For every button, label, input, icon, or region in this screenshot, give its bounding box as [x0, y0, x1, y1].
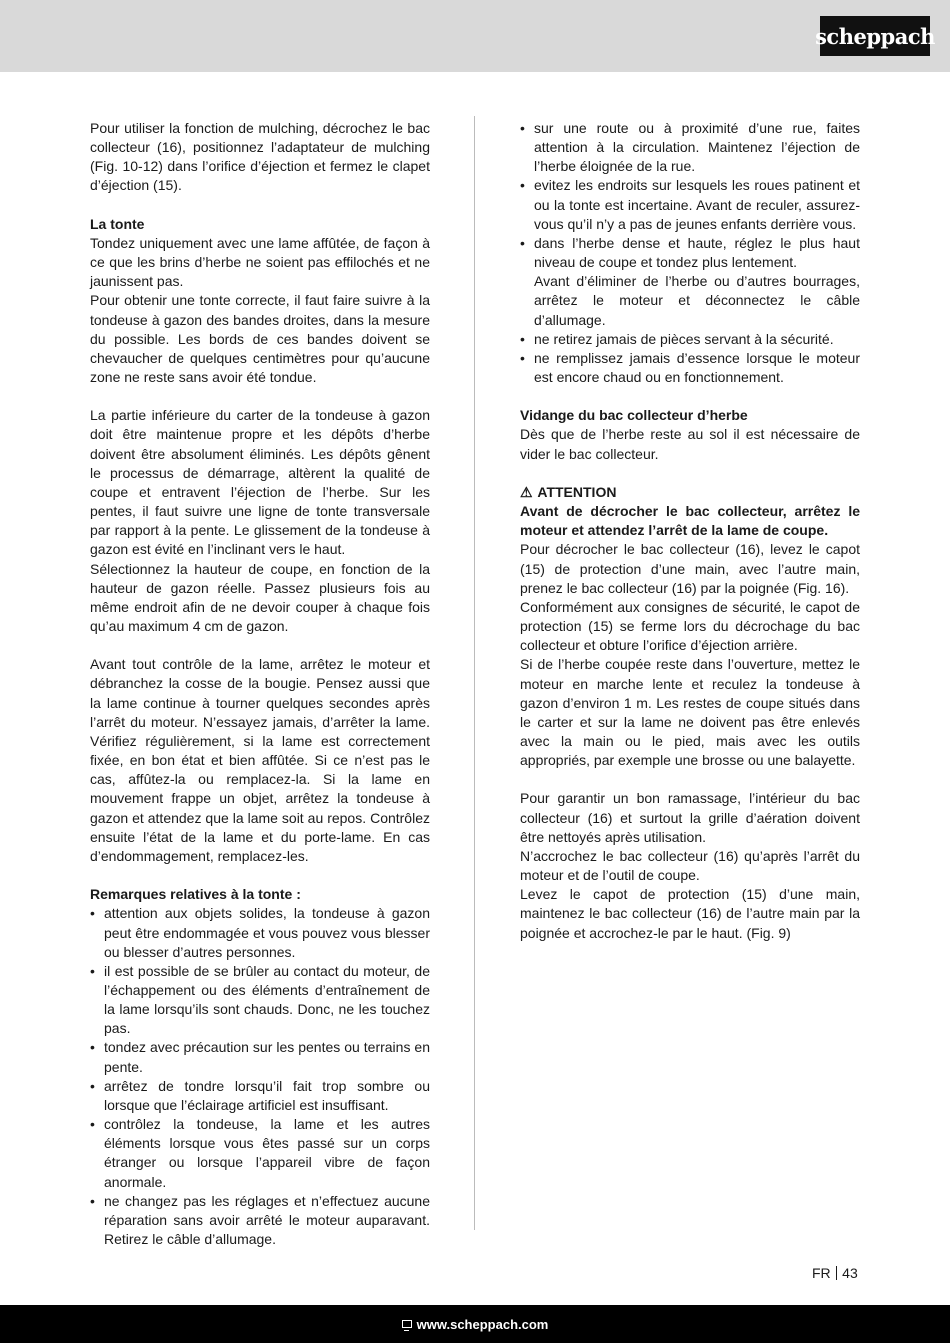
right-column — [520, 119, 860, 943]
list-item: • tondez avec précaution sur les pentes ou terrains en pente. — [90, 1038, 430, 1076]
attention-text: Avant de décrocher le bac collecteur, arrêtez le moteur et attendez l’arrêt de la lame de coupe. — [520, 503, 860, 539]
safety-list-a — [520, 119, 860, 272]
page-index: 43 — [842, 1265, 858, 1281]
remarques-heading: Remarques relatives à la tonte : — [90, 886, 301, 903]
warning-icon: ⚠ — [520, 483, 533, 500]
list-item: • il est possible de se brûler au contact du moteur, de l’échappement ou des éléments d’entraînement de la lame lorsqu’ils sont chauds. Donc, ne les touchez pas. — [90, 962, 430, 1039]
accroche-paragraph: N’accrochez le bac collecteur (16) qu’après l’arrêt du moteur et de l’outil de coupe. — [520, 847, 860, 884]
tonte-paragraph-1: Tondez uniquement avec une lame affûtée, de façon à ce que les brins d’herbe ne soient pas effilochés et ne jaunissent pas. — [90, 234, 430, 290]
remarques-list — [90, 904, 430, 1249]
page-number — [812, 1265, 858, 1281]
lame-paragraph: Avant tout contrôle de la lame, arrêtez le moteur et débranchez la cosse de la bougie. Pensez aussi que la lame continue à tourner quelques secondes après l’arrêt du moteur. N’essayez jamais, d’arrêter la lame. Vérifiez régulièrement, si la lame est correctement fixée, en bon état et bien affûtée. Si ce n’est pas le cas, affûtez-la ou remplacez-la. Si la lame en mouvement frappe un objet, arrêtez la tondeuse à gazon et attendez que la lame soit au repos. Contrôlez ensuite l’état de la lame et du porte-lame. En cas d’endommagement, remplacez-les. — [90, 656, 430, 864]
language-code: FR — [812, 1265, 831, 1281]
footer-band — [0, 1305, 950, 1343]
ramassage-paragraph: Pour garantir un bon ramassage, l’intérieur du bac collecteur (16) et surtout la grille d’aération doivent être nettoyés après utilisation. — [520, 790, 860, 845]
herbe-paragraph: Si de l’herbe coupée reste dans l’ouverture, mettez le moteur en marche lente et reculez la tondeuse à gazon d’environ 1 m. Les restes de coupe situés dans le carter et sur la lame ne doivent pas être enlevés avec la main ou le pied, mais avec les outils appropriés, par exemple une brosse ou une balayette. — [520, 656, 860, 769]
carter-paragraph: La partie inférieure du carter de la tondeuse à gazon doit être maintenue propre et les dépôts d’herbe doivent être absolument éliminés. Les dépôts gênent le processus de démarrage, altèrent la qualité de coupe et entravent l’éjection de l’herbe. Sur les pentes, il faut suivre une ligne de tonte transversale par rapport à la pente. Le glissement de la tondeuse à gazon est évité en l’inclinant vers le haut. — [90, 407, 430, 558]
list-item: • ne changez pas les réglages et n’effectuez aucune réparation sans avoir arrêté le moteur auparavant. Retirez le câble d’allumage. — [90, 1192, 430, 1249]
list-item: • ne remplissez jamais d’essence lorsque le moteur est encore chaud ou en fonctionnement. — [520, 349, 860, 387]
vidange-heading: Vidange du bac collecteur d’herbe — [520, 407, 748, 424]
list-item: • contrôlez la tondeuse, la lame et les autres éléments lorsque vous êtes passé sur un corps étranger ou lorsque l’appareil vibre de façon anormale. — [90, 1115, 430, 1192]
hauteur-paragraph: Sélectionnez la hauteur de coupe, en fonction de la hauteur de gazon réelle. Passez plusieurs fois au même endroit afin de ne devoir couper à chaque fois qu’au maximum 4 cm de gazon. — [90, 560, 430, 635]
bourrage-paragraph: Avant d’éliminer de l’herbe ou d’autres bourrages, arrêtez le moteur et déconnectez le câble d’allumage. — [534, 273, 860, 328]
conforme-paragraph: Conformément aux consignes de sécurité, le capot de protection (15) se ferme lors du décrochage du bac collecteur et obture l’orifice d’éjection arrière. — [520, 598, 860, 654]
list-item: • evitez les endroits sur lesquels les roues patinent et ou la tonte est incertaine. Avant de reculer, assurez-vous qu’il n’y a pas de jeunes enfants derrière vous. — [520, 176, 860, 233]
brand-logo: scheppach — [820, 16, 930, 56]
safety-list-b — [520, 330, 860, 387]
monitor-icon — [402, 1320, 412, 1328]
tonte-paragraph-2: Pour obtenir une tonte correcte, il faut faire suivre à la tondeuse à gazon des bandes droites, dans la mesure du possible. Les bords de ces bandes doivent se chevaucher de quelques centimètres pour qu’aucune zone ne reste sans avoir été tondue. — [90, 292, 430, 386]
header-band — [0, 0, 950, 72]
attention-heading — [520, 483, 860, 502]
mulching-paragraph: Pour utiliser la fonction de mulching, décrochez le bac collecteur (16), positionnez l’adaptateur de mulching (Fig. 10-12) dans l’orifice d’éjection et fermez le clapet d’éjection (15). — [90, 120, 430, 194]
attention-label: ATTENTION — [537, 483, 617, 500]
left-column — [90, 119, 430, 1249]
list-item: • attention aux objets solides, la tondeuse à gazon peut être endommagée et vous pouvez vous blesser ou blesser d’autres personnes. — [90, 904, 430, 961]
list-item: • ne retirez jamais de pièces servant à la sécurité. — [520, 330, 860, 349]
tonte-heading: La tonte — [90, 215, 145, 232]
list-item: • sur une route ou à proximité d’une rue, faites attention à la circulation. Maintenez l’éjection de l’herbe éloignée de la rue. — [520, 119, 860, 176]
list-item: • arrêtez de tondre lorsqu’il fait trop sombre ou lorsque que l’éclairage artificiel est insuffisant. — [90, 1077, 430, 1115]
levez-paragraph: Levez le capot de protection (15) d’une main, maintenez le bac collecteur (16) de l’autre main par la poignée et accrochez-le par le haut. (Fig. 9) — [520, 886, 860, 941]
website-link[interactable]: www.scheppach.com — [416, 1316, 549, 1332]
decrocher-paragraph: Pour décrocher le bac collecteur (16), levez le capot (15) de protection d’une main, avec l’autre main, prenez le bac collecteur (16) par la poignée (Fig. 16). — [520, 541, 860, 596]
list-item: • dans l’herbe dense et haute, réglez le plus haut niveau de coupe et tondez plus lentement. — [520, 234, 860, 272]
vidange-paragraph: Dès que de l’herbe reste au sol il est nécessaire de vider le bac collecteur. — [520, 426, 860, 462]
page-separator — [836, 1266, 838, 1280]
column-divider — [474, 116, 475, 1230]
